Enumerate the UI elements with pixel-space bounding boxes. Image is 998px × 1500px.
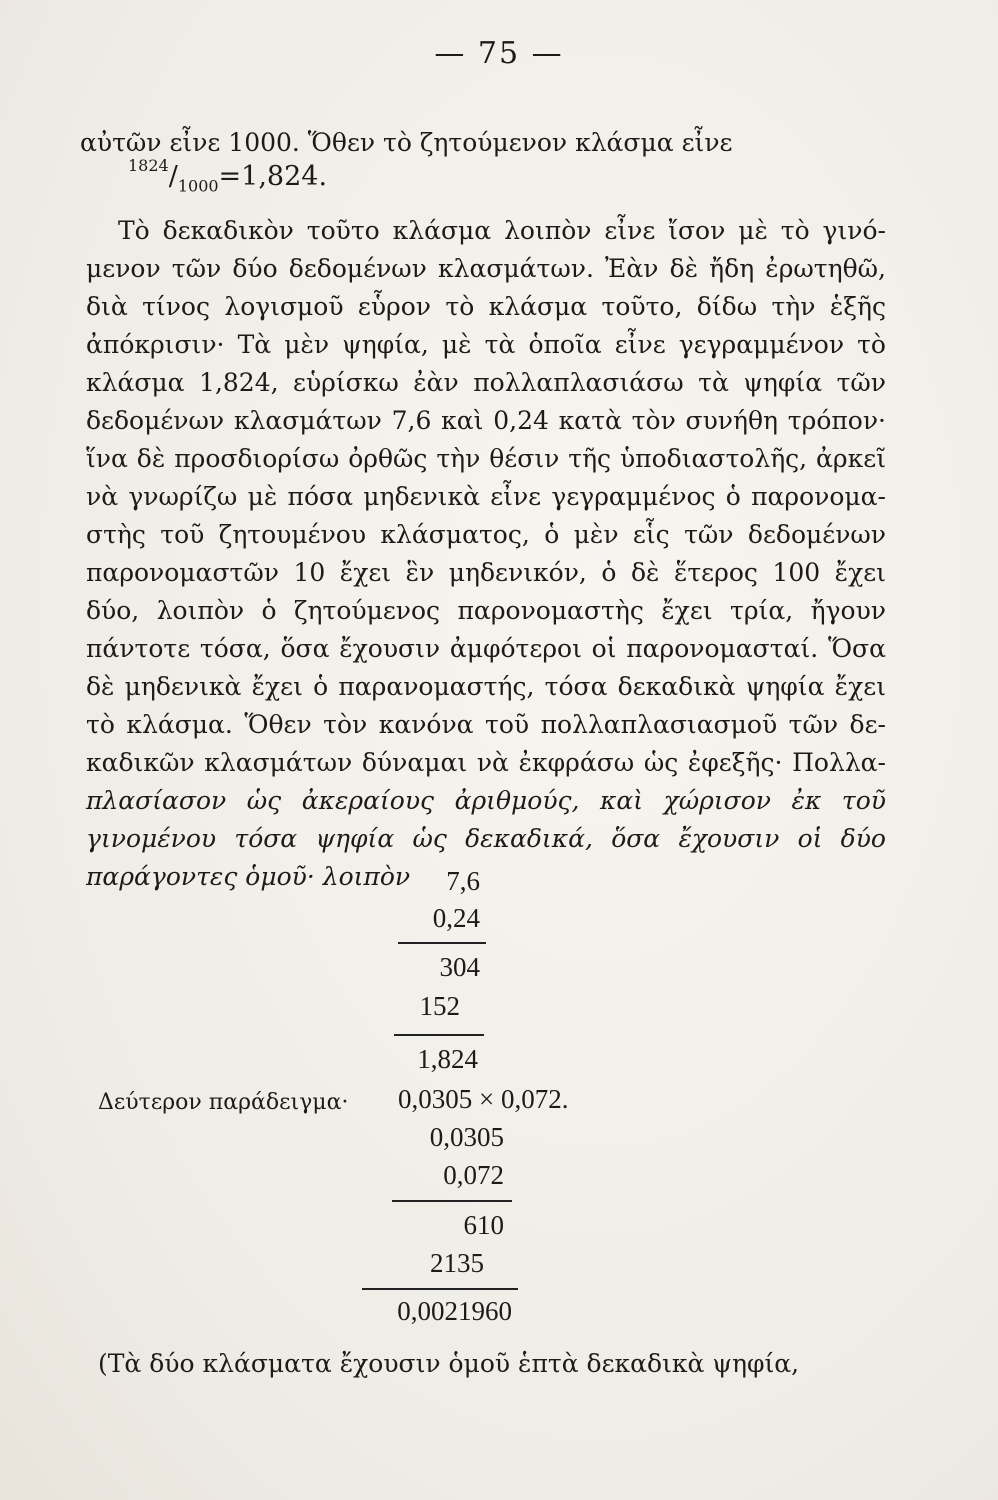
example-expression: 0,0305 × 0,072. (398, 1084, 569, 1114)
text-line: πλασίασον ὡς ἀκεραίους ἀριθμούς, καὶ χώρισον ἐκ τοῦ (86, 786, 886, 815)
calc2-factor-a: 0,0305 (429, 1122, 504, 1152)
calc2-partial-1: 610 (463, 1210, 504, 1240)
text-line: νὰ γνωρίζω μὲ πόσα μηδενικὰ εἶνε γεγραμμένος ὁ παρονομα- (86, 482, 886, 511)
calc2-rule (392, 1200, 512, 1202)
page-number: — 75 — (434, 36, 564, 71)
calc2-product: 0,0021960 (397, 1296, 512, 1326)
text-line: παράγοντες ὁμοῦ· λοιπὸν (86, 862, 411, 891)
text-line: γινομένου τόσα ψηφία ὡς δεκαδικά, ὅσα ἔχουσιν οἱ δύο (86, 824, 886, 853)
fraction-expression: $^{1824}/_{1000}=1,824$. (128, 156, 328, 196)
text-line: πάντοτε τόσα, ὅσα ἔχουσιν ἀμφότεροι οἱ παρονομασταί. Ὅσα (86, 634, 886, 663)
calc1-factor-a: 7,6 (446, 866, 480, 896)
text-line: καδικῶν κλασμάτων δύναμαι νὰ ἐκφράσω ὡς ἐφεξῆς· Πολλα- (86, 748, 886, 777)
calc2-rule (362, 1288, 518, 1290)
text-line: διὰ τίνος λογισμοῦ εὗρον τὸ κλάσμα τοῦτο, δίδω τὴν ἑξῆς (86, 292, 886, 321)
text-line: μενον τῶν δύο δεδομένων κλασμάτων. Ἐὰν δὲ ἤδη ἐρωτηθῶ, (86, 254, 886, 283)
text-line: (Τὰ δύο κλάσματα ἔχουσιν ὁμοῦ ἑπτὰ δεκαδικὰ ψηφία, (98, 1349, 800, 1378)
text-line: ἀπόκρισιν· Τὰ μὲν ψηφία, μὲ τὰ ὁποῖα εἶνε γεγραμμένον τὸ (86, 330, 886, 359)
calc2-factor-b: 0,072 (443, 1160, 504, 1190)
fraction-numerator: 1824 (128, 156, 169, 175)
text-line: στὴς τοῦ ζητουμένου κλάσματος, ὁ μὲν εἷς τῶν δεδομένων (86, 520, 886, 549)
text-line: ἵνα δὲ προσδιορίσω ὀρθῶς τὴν θέσιν τῆς ὑποδιαστολῆς, ἀρκεῖ (86, 444, 886, 473)
calc1-rule (394, 1034, 484, 1036)
fraction-denominator: 1000 (177, 176, 219, 196)
text-line: δεδομένων κλασμάτων 7,6 καὶ 0,24 κατὰ τὸν συνήθη τρόπον· (86, 406, 886, 435)
calc1-factor-b: 0,24 (432, 903, 480, 933)
calc1-rule (398, 942, 486, 944)
example-label: Δεύτερον παράδειγμα· (98, 1090, 349, 1115)
calc2-partial-2: 2135 (430, 1248, 484, 1278)
text-line: δύο, λοιπὸν ὁ ζητούμενος παρονομαστὴς ἔχει τρία, ἤγουν (86, 596, 886, 625)
calc1-partial-2: 152 (419, 991, 460, 1021)
text-line: παρονομαστῶν 10 ἔχει ἓν μηδενικόν, ὁ δὲ ἕτερος 100 ἔχει (86, 558, 886, 587)
text-line: τὸ κλάσμα. Ὅθεν τὸν κανόνα τοῦ πολλαπλασιασμοῦ τῶν δε- (86, 710, 886, 739)
text-line: αὐτῶν εἶνε 1000. Ὅθεν τὸ ζητούμενον κλάσμα εἶνε (80, 128, 733, 157)
calc1-product: 1,824 (417, 1044, 478, 1074)
text-line: δὲ μηδενικὰ ἔχει ὁ παρανομαστής, τόσα δεκαδικὰ ψηφία ἔχει (86, 672, 886, 701)
text-line: κλάσμα 1,824, εὑρίσκω ἐὰν πολλαπλασιάσω τὰ ψηφία τῶν (86, 368, 886, 397)
text-line: Τὸ δεκαδικὸν τοῦτο κλάσμα λοιπὸν εἶνε ἴσον μὲ τὸ γινό- (118, 216, 886, 245)
fraction-result: =1,824. (218, 161, 328, 192)
calc1-partial-1: 304 (439, 952, 480, 982)
